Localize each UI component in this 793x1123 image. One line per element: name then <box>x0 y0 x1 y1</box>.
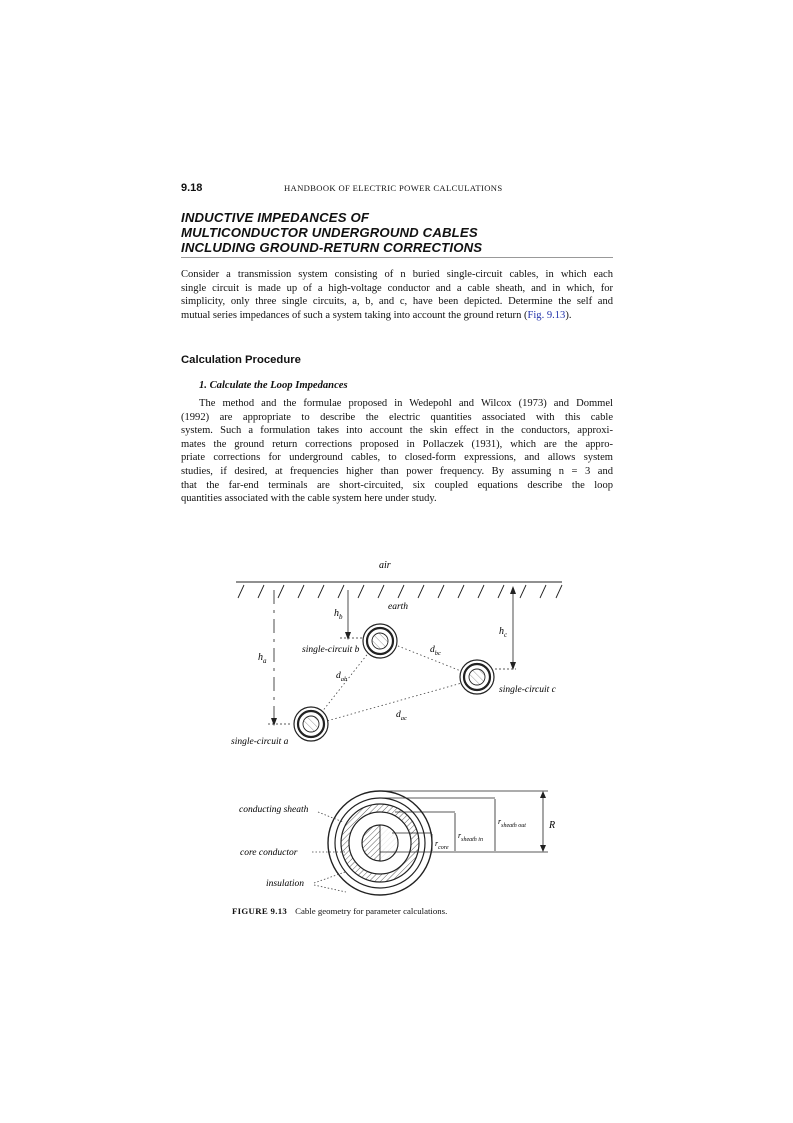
paragraph-line: (1992) are appropriate to describe the electric quantities associated with this cable <box>181 411 613 423</box>
dab-subscript: ab <box>340 676 348 683</box>
paragraph-line: quantities associated with the cable system here under study. <box>181 493 437 505</box>
paragraph-line: The method and the formulae proposed in Wedepohl and Wilcox (1973) and Dommel <box>199 398 613 409</box>
step-title: 1. Calculate the Loop Impedances <box>199 380 348 391</box>
running-title: HANDBOOK OF ELECTRIC POWER CALCULATIONS <box>284 183 503 193</box>
paragraph-line: that the far-end terminals are short-circuited, six coupled equations describe the loop <box>181 479 613 491</box>
dbc-symbol: d <box>430 645 435 655</box>
cable-a <box>294 707 328 741</box>
paragraph-line: single circuit is made up of a high-voltage conductor and a cable sheath, and in which, for <box>181 282 613 294</box>
dab-symbol: d <box>336 671 341 681</box>
dbc-subscript: bc <box>434 650 441 657</box>
core-label: core conductor <box>240 848 298 858</box>
dbc-label <box>430 645 441 657</box>
figure-link[interactable]: Fig. 9.13 <box>527 309 566 321</box>
paragraph-line: mates the ground return corrections proposed in Pollaczek (1931), which are the appro- <box>181 438 613 450</box>
r-core-subscript: core <box>438 845 449 851</box>
circuit-b-label: single-circuit b <box>302 645 360 655</box>
section-title-line: INCLUDING GROUND-RETURN CORRECTIONS <box>181 240 483 255</box>
page-number: 9.18 <box>181 182 203 194</box>
hc-symbol: h <box>499 626 504 637</box>
paragraph-line: studies, if desired, at frequencies higher than power frequency. By assuming n = 3 and <box>181 465 613 477</box>
r-sheath-out-label <box>498 817 526 829</box>
ha-symbol: h <box>258 652 263 663</box>
R-label: R <box>549 820 556 831</box>
cable-b <box>363 624 397 658</box>
hb-subscript: b <box>339 613 343 621</box>
sheath-label: conducting sheath <box>239 805 309 815</box>
ha-label <box>258 652 267 665</box>
r-core-symbol: r <box>435 839 439 848</box>
cable-c <box>460 660 494 694</box>
hc-label <box>499 626 508 639</box>
paragraph-line-tail: ). <box>565 309 572 321</box>
hc-subscript: c <box>504 631 508 639</box>
r-sheath-out-subscript: sheath out <box>501 823 526 829</box>
dab-label <box>336 671 348 683</box>
r-core-label <box>435 839 449 851</box>
paragraph-line: Consider a transmission system consisting of n buried single-circuit cables, in which each <box>181 269 613 280</box>
hb-label <box>334 608 343 621</box>
insulation-label: insulation <box>266 879 305 889</box>
paragraph-line: simplicity, only three single circuits, a, b, and c, have been depicted. Determine the self and <box>181 296 613 308</box>
figure-caption-text: Cable geometry for parameter calculations. <box>295 906 448 916</box>
section-title-line: INDUCTIVE IMPEDANCES OF <box>181 210 370 225</box>
dac-label <box>396 710 407 722</box>
figure-label: FIGURE 9.13 <box>232 906 288 916</box>
air-label: air <box>379 560 391 571</box>
r-sheath-in-symbol: r <box>458 831 462 840</box>
circuit-a-label: single-circuit a <box>231 737 289 747</box>
dac-symbol: d <box>396 710 401 720</box>
paragraph-line-text: mutual series impedances of such a system taking into account the ground return ( <box>181 309 528 321</box>
earth-label: earth <box>388 602 409 612</box>
r-sheath-in-label <box>458 831 483 843</box>
r-sheath-out-symbol: r <box>498 817 502 826</box>
r-sheath-in-subscript: sheath in <box>461 837 483 843</box>
cable-cross-section <box>328 791 432 895</box>
section-title-line: MULTICONDUCTOR UNDERGROUND CABLES <box>181 225 478 240</box>
paragraph-line: system. Such a formulation takes into account the skin effect in the conductors, approxi- <box>181 425 613 437</box>
figure-caption <box>232 906 447 916</box>
paragraph-line: priate corrections for underground cables, to closed-form expressions, and allows system <box>181 452 613 464</box>
ha-subscript: a <box>263 657 267 665</box>
circuit-c-label: single-circuit c <box>499 685 556 695</box>
dac-subscript: ac <box>400 715 407 722</box>
hb-symbol: h <box>334 608 339 619</box>
calculation-heading: Calculation Procedure <box>181 354 301 366</box>
